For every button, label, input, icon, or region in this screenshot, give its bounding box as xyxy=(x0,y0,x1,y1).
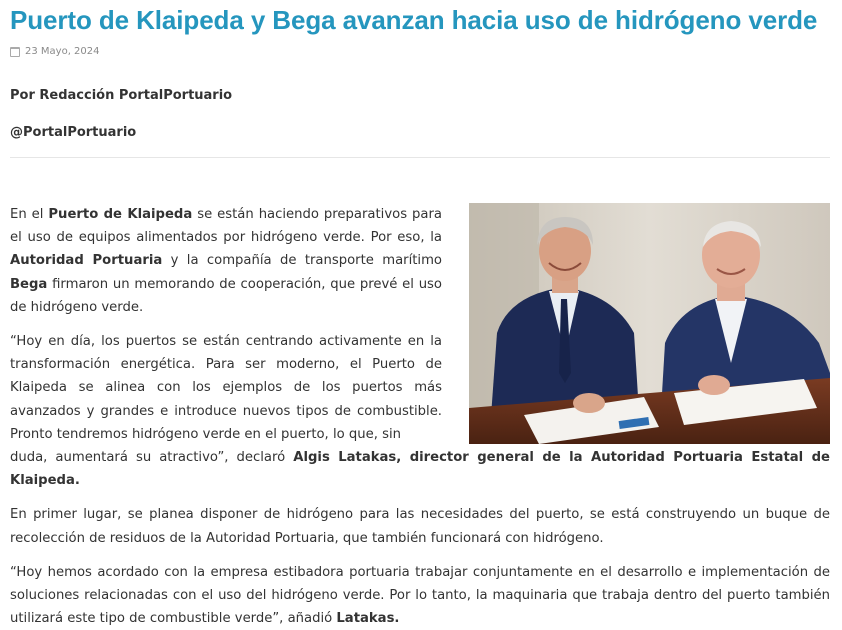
author-byline: Por Redacción PortalPortuario xyxy=(10,88,233,103)
article-body xyxy=(10,203,830,630)
bold-run: Puerto de Klaipeda xyxy=(48,207,193,222)
paragraph-2-quote: “Hoy en día, los puertos se están centrando activamente en la transformación energética. Para ser moderno, el Puerto de Klaipeda se alinea con los ejemplos de los puertos más avanzados y grandes e introduce nuevos tipos de combustible. Pronto tendremos hidrógeno verde en el puerto, lo que, sin xyxy=(10,334,442,442)
bold-run: Latakas. xyxy=(336,611,400,627)
article-title: Puerto de Klaipeda y Bega avanzan hacia uso de hidrógeno verde xyxy=(10,5,818,35)
text-run: firmaron un memorando de cooperación, que prevé el uso de hidrógeno verde. xyxy=(10,276,442,315)
article xyxy=(10,0,830,158)
divider xyxy=(10,157,830,158)
text-run: y la compañía de transporte marítimo xyxy=(162,253,442,269)
bold-run: Algis Latakas, director general de la Autoridad Portuaria Estatal de Klaipeda. xyxy=(10,450,830,489)
calendar-icon xyxy=(10,47,20,57)
paragraph-3: En primer lugar, se planea disponer de hidrógeno para las necesidades del puerto, se está construyendo un buque de recolección de residuos de la Autoridad Portuaria, que también funcionará con hidrógeno. xyxy=(10,507,830,546)
paragraph-4 xyxy=(10,561,830,630)
text-run: duda, aumentará su atractivo”, declaró xyxy=(10,450,294,466)
bold-run: Bega xyxy=(10,276,48,292)
text-run: se están haciendo preparativos para el uso de equipos alimentados por hidrógeno verde. Por eso, la xyxy=(10,207,442,246)
paragraph-1 xyxy=(10,203,442,319)
article-date: 23 Mayo, 2024 xyxy=(25,45,100,57)
article-meta xyxy=(10,44,830,58)
text-run: En el xyxy=(10,207,49,222)
paragraph-2-end xyxy=(10,446,830,492)
text-run: “Hoy hemos acordado con la empresa estibadora portuaria trabajar conjuntamente en el desarrollo e implementación de soluciones relacionadas con el uso del hidrógeno verde. Por lo tanto, la maquinaria que trabaja dentro del puerto también utilizará este tipo de combustible verde”, añadió xyxy=(10,564,830,627)
bold-run: Autoridad Portuaria xyxy=(10,253,163,269)
author-handle: @PortalPortuario xyxy=(10,125,137,140)
